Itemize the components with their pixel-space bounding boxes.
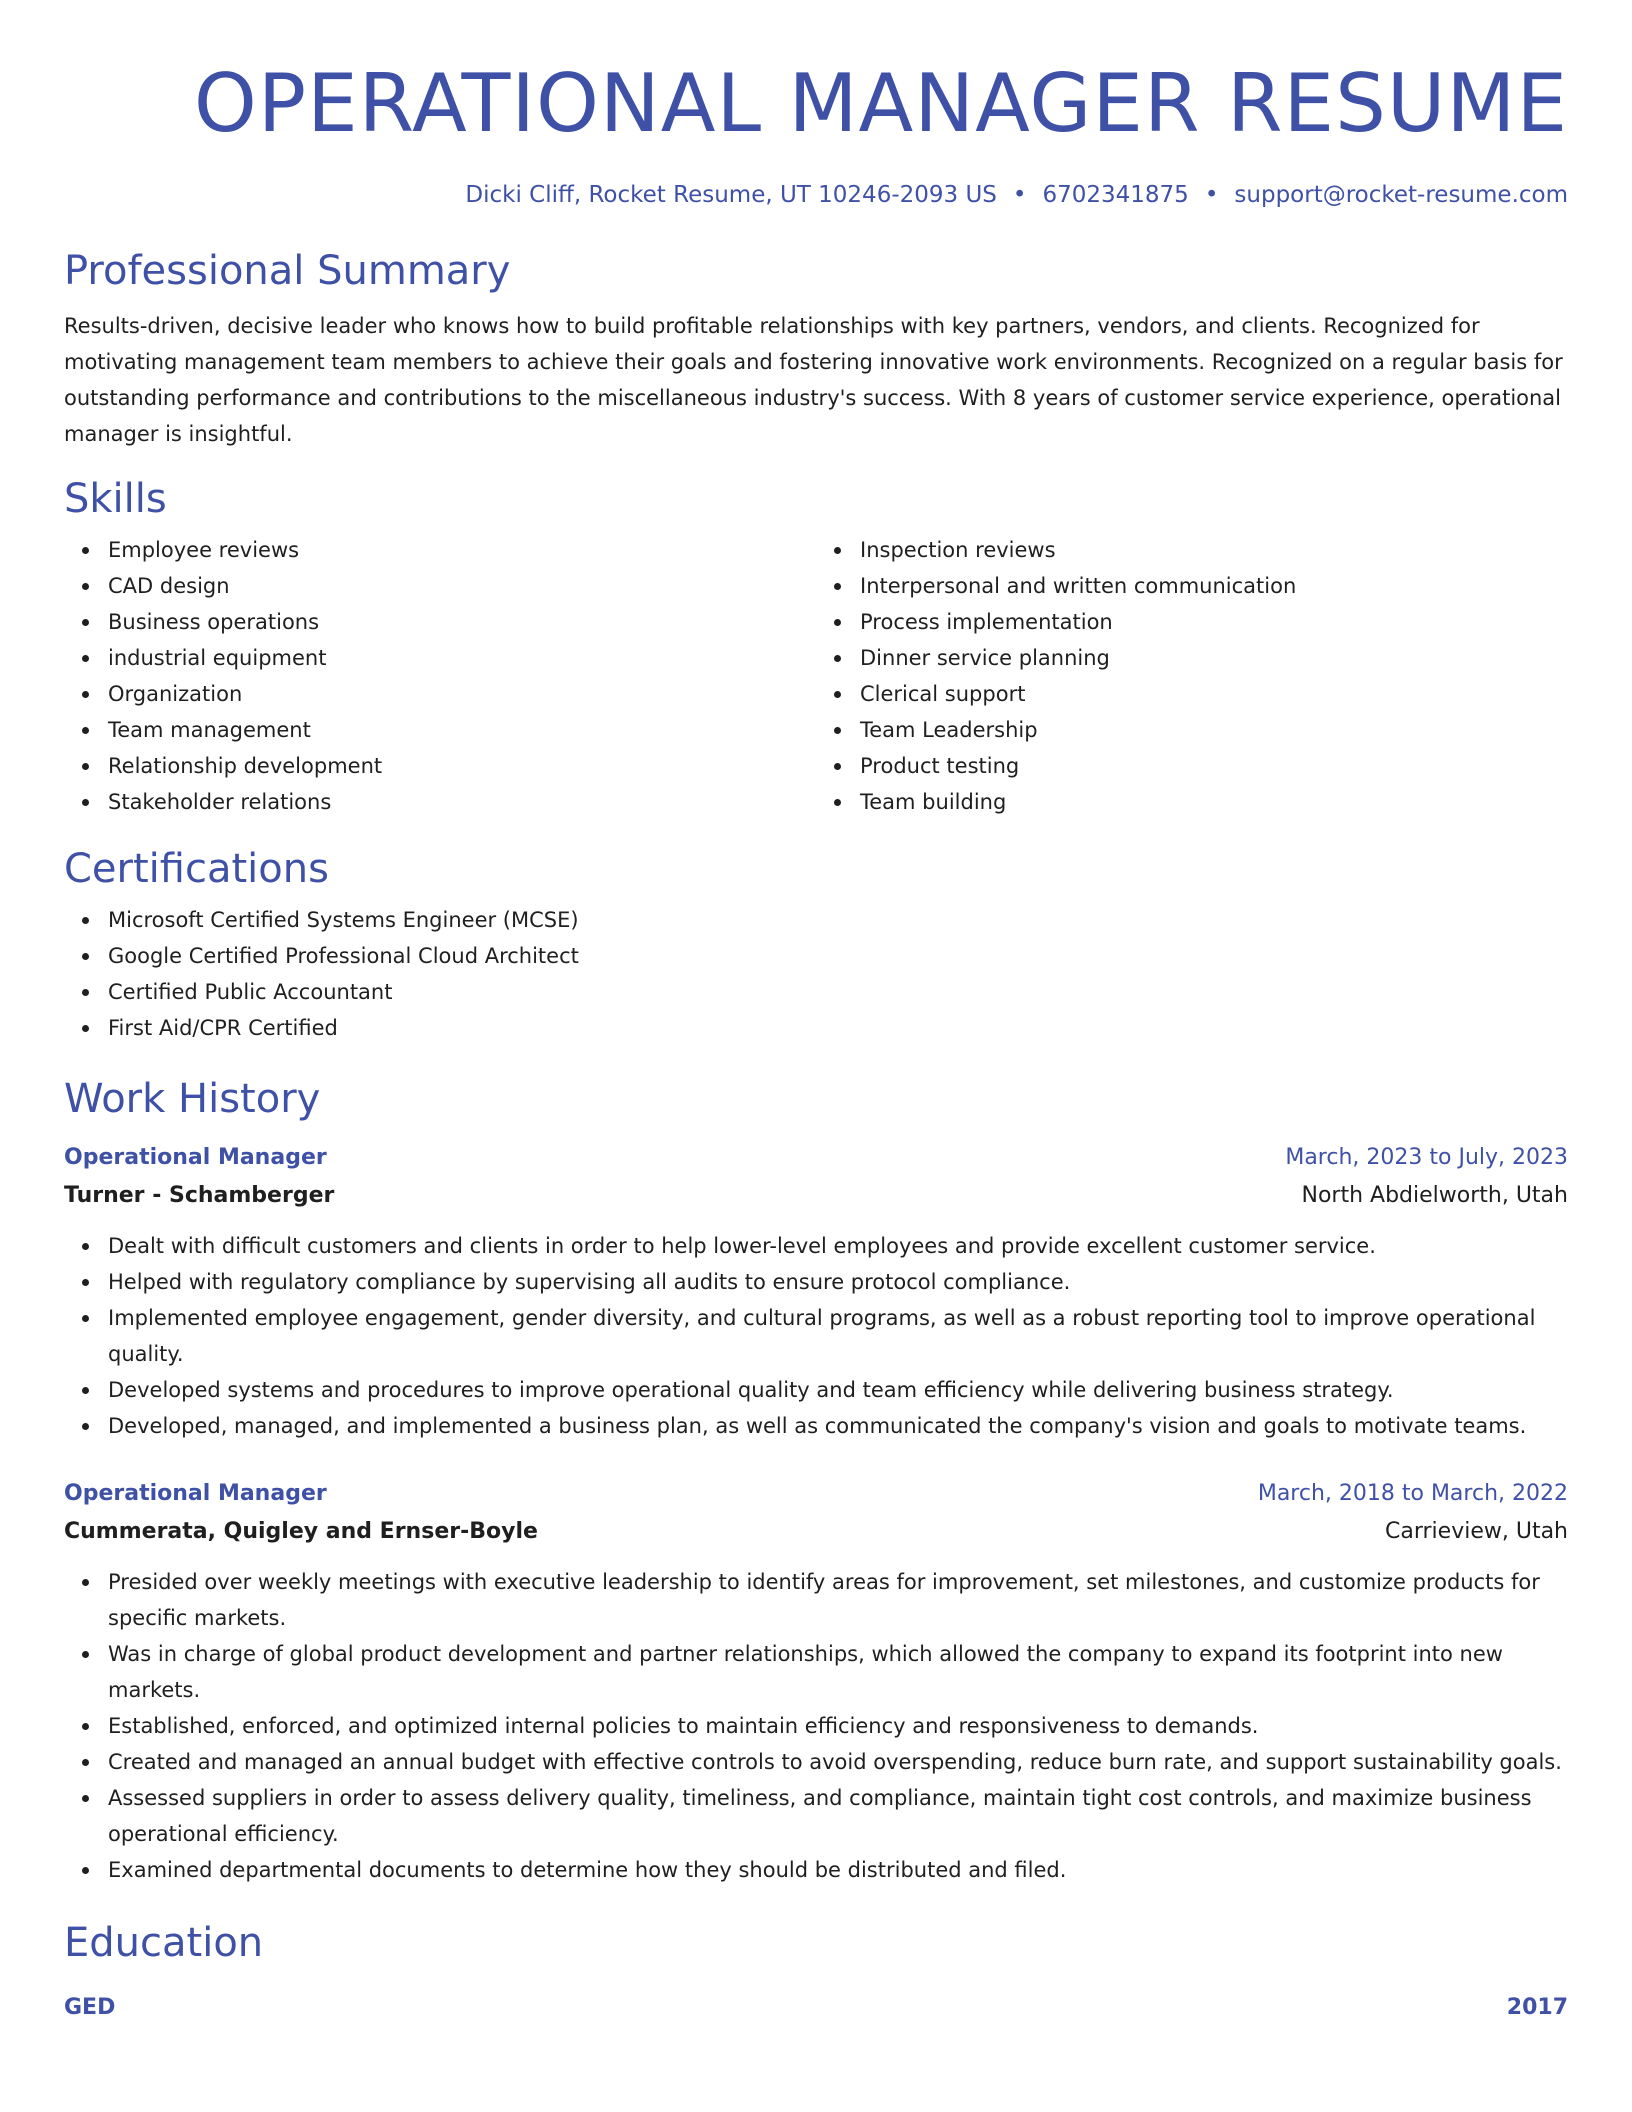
skill-item: Product testing [860,748,1568,784]
job-bullet: Developed, managed, and implemented a business plan, as well as communicated the company's vision and goals to motivate teams. [108,1408,1568,1444]
work-history-heading: Work History [64,1076,321,1122]
job-company: Cummerata, Quigley and Ernser-Boyle [64,1519,538,1544]
job-bullet: Was in charge of global product development and partner relationships, which allowed the company to expand its footprint into new markets. [108,1636,1568,1708]
job-bullets [64,1564,1568,1888]
job-bullet: Dealt with difficult customers and clients in order to help lower-level employees and provide excellent customer service. [108,1228,1568,1264]
skill-item: Team Leadership [860,712,1568,748]
job-location: Carrieview, Utah [1385,1519,1568,1544]
skill-item: Employee reviews [108,532,816,568]
skills-heading: Skills [64,476,167,522]
job-bullet: Developed systems and procedures to improve operational quality and team efficiency while delivering business strategy. [108,1372,1568,1408]
skill-item: Clerical support [860,676,1568,712]
contact-address: Dicki Cliff, Rocket Resume, UT 10246-2093 US [465,182,997,208]
job-title: Operational Manager [64,1481,327,1506]
contact-email: support@rocket-resume.com [1234,182,1568,208]
skill-item: Dinner service planning [860,640,1568,676]
job-dates: March, 2023 to July, 2023 [1285,1145,1568,1170]
certification-item: Microsoft Certified Systems Engineer (MCSE) [108,902,1568,938]
skill-item: Inspection reviews [860,532,1568,568]
certifications-list [64,902,1568,1046]
job-location: North Abdielworth, Utah [1301,1183,1568,1208]
skill-item: Relationship development [108,748,816,784]
skill-item: Process implementation [860,604,1568,640]
summary-text: Results-driven, decisive leader who knows how to build profitable relationships with key partners, vendors, and clients. Recognized for motivating management team members to achieve their goals and fostering innovative work environments. Recognized on a regular basis for outstanding performance and contributions to the miscellaneous industry's success. With 8 years of customer service experience, operational manager is insightful. [64,314,1563,446]
education-year: 2017 [1506,1995,1568,2020]
job-bullet: Created and managed an annual budget with effective controls to avoid overspending, reduce burn rate, and support sustainability goals. [108,1744,1568,1780]
job-bullet: Examined departmental documents to determine how they should be distributed and filed. [108,1852,1568,1888]
skill-item: Organization [108,676,816,712]
skill-item: CAD design [108,568,816,604]
certification-item: Certified Public Accountant [108,974,1568,1010]
education-degree: GED [64,1995,116,2020]
job-title: Operational Manager [64,1145,327,1170]
job-bullets [64,1228,1568,1444]
contact-separator: • [1012,182,1027,208]
job-bullet: Implemented employee engagement, gender diversity, and cultural programs, as well as a robust reporting tool to improve operational quality. [108,1300,1568,1372]
education-heading: Education [64,1920,264,1966]
skill-item: Interpersonal and written communication [860,568,1568,604]
job-company: Turner - Schamberger [64,1183,335,1208]
job-bullet: Established, enforced, and optimized internal policies to maintain efficiency and responsiveness to demands. [108,1708,1568,1744]
contact-separator: • [1204,182,1219,208]
summary-heading: Professional Summary [64,248,511,294]
job-dates: March, 2018 to March, 2022 [1257,1481,1568,1506]
job-entry [64,1478,1568,1888]
skills-columns [64,532,1568,820]
certification-item: Google Certified Professional Cloud Architect [108,938,1568,974]
job-bullet: Presided over weekly meetings with executive leadership to identify areas for improvement, set milestones, and customize products for specific markets. [108,1564,1568,1636]
skill-item: industrial equipment [108,640,816,676]
job-bullet: Assessed suppliers in order to assess delivery quality, timeliness, and compliance, maintain tight cost controls, and maximize business operational efficiency. [108,1780,1568,1852]
certification-item: First Aid/CPR Certified [108,1010,1568,1046]
skills-list-right [816,532,1568,820]
skill-item: Stakeholder relations [108,784,816,820]
education-entry [64,1992,1568,2024]
skills-list-left [64,532,816,820]
resume-page [64,0,1568,2024]
certifications-heading: Certifications [64,846,329,892]
resume-title: OPERATIONAL MANAGER RESUME [193,57,1568,150]
contact-phone: 6702341875 [1042,182,1189,208]
skill-item: Team building [860,784,1568,820]
job-bullet: Helped with regulatory compliance by supervising all audits to ensure protocol compliance. [108,1264,1568,1300]
skill-item: Team management [108,712,816,748]
contact-line [64,180,1568,210]
job-entry [64,1142,1568,1444]
skill-item: Business operations [108,604,816,640]
